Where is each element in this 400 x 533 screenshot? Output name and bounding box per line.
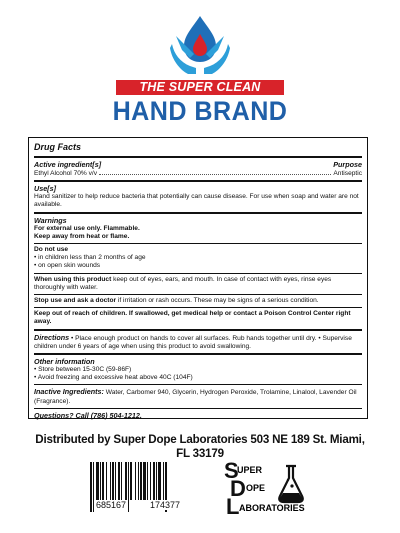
drug-facts-panel	[28, 137, 368, 419]
barcode-bar	[138, 462, 139, 500]
drug-facts-title: Drug Facts	[34, 142, 82, 152]
list-item: • on open skin wounds	[34, 262, 101, 270]
lab-logo-line1: UPER	[237, 465, 263, 475]
directions-text: • Place enough product on hands to cover all surfaces. Rub hands together until dry. • Supervise children under 6 years of age when using this product to avoid swallowing.	[34, 334, 352, 350]
barcode-bar	[93, 462, 94, 512]
questions-text: Questions? Call (786) 504-1212.	[34, 410, 142, 420]
barcode-bar	[125, 462, 127, 500]
barcode-bar	[100, 462, 101, 500]
barcode-number-left: 685167	[96, 500, 127, 510]
barcode-bar	[158, 462, 161, 500]
brand-tagline: THE SUPER CLEAN	[116, 80, 284, 95]
when-using-section	[34, 273, 362, 294]
barcode-bar	[90, 462, 92, 512]
uses-text: Hand sanitizer to help reduce bacteria that potentially can cause disease. For use when soap and water are not available.	[34, 193, 359, 209]
super-dope-laboratories-logo	[222, 460, 314, 516]
barcode-bar	[130, 462, 132, 500]
svg-text:D: D	[230, 476, 246, 501]
stop-use-label: Stop use and ask a doctor	[34, 297, 117, 305]
other-information-section	[34, 353, 362, 384]
active-ingredient-section	[34, 156, 362, 180]
flask-icon	[279, 466, 303, 502]
when-using-text: keep out of eyes, ears, and mouth. In case of contact with eyes, rinse eyes thoroughly with water.	[34, 275, 332, 291]
active-ingredient-value: Ethyl Alcohol 70% v/v	[34, 170, 98, 177]
active-ingredient-heading: Active ingredient[s]	[34, 160, 102, 169]
do-not-use-section	[34, 243, 362, 273]
barcode-bar	[156, 462, 157, 500]
lab-logo-line3: ABORATORIES	[239, 503, 305, 513]
barcode-bar	[140, 462, 142, 500]
purpose-value: Antiseptic	[333, 170, 362, 177]
list-item: • Store between 15-30C (59-86F)	[34, 366, 132, 374]
barcode-bar	[135, 462, 136, 500]
uses-heading: Use[s]	[34, 184, 56, 194]
barcode-bar	[102, 462, 104, 500]
warning-external: For external use only. Flammable.	[34, 224, 140, 232]
inactive-ingredients-label: Inactive Ingredients:	[34, 387, 104, 397]
keep-out-text: Keep out of reach of children. If swallowed, get medical help or contact a Poison Control Center right away.	[34, 310, 351, 326]
barcode-bar	[106, 462, 107, 500]
warnings-heading: Warnings	[34, 215, 67, 225]
barcode-bar	[96, 462, 99, 500]
barcode-bar	[121, 462, 122, 500]
stop-use-text: if irritation or rash occurs. These may be signs of a serious condition.	[117, 297, 319, 305]
hands-droplet-icon	[168, 14, 232, 76]
do-not-use-heading: Do not use	[34, 246, 69, 254]
svg-text:S: S	[224, 460, 239, 483]
directions-label: Directions	[34, 332, 70, 342]
barcode-bar	[147, 462, 148, 500]
barcode-bar	[143, 462, 146, 500]
brand-name: HAND BRAND	[112, 96, 288, 126]
barcode-bar	[153, 462, 155, 500]
when-using-label: When using this product	[34, 275, 112, 283]
other-information-heading: Other information	[34, 357, 95, 367]
list-item: • in children less than 2 months of age	[34, 254, 146, 262]
warnings-section	[34, 212, 362, 243]
barcode-bar	[163, 462, 164, 500]
questions-section	[34, 408, 362, 423]
barcode-bar	[128, 462, 129, 512]
directions-section	[34, 329, 362, 353]
inactive-ingredients-section	[34, 384, 362, 407]
inactive-ingredients-text: Water, Carbomer 940, Glycerin, Hydrogen Peroxide, Trolamine, Linalool, Lavender Oil (Fragrance).	[34, 389, 357, 405]
list-item: • Avoid freezing and excessive heat above 40C (104F)	[34, 374, 193, 382]
barcode-number-right: 174377	[150, 500, 181, 510]
svg-text:L: L	[226, 494, 240, 516]
lab-logo-line2: OPE	[246, 483, 266, 493]
barcode-bar	[150, 462, 151, 500]
stop-use-section	[34, 294, 362, 307]
keep-out-section	[34, 307, 362, 328]
warning-heat: Keep away from heat or flame.	[34, 232, 130, 240]
barcode-bar	[110, 462, 111, 500]
purpose-heading: Purpose	[333, 160, 362, 169]
uses-section	[34, 180, 362, 211]
barcode-bar	[112, 462, 114, 500]
distributor-line: Distributed by Super Dope Laboratories 503 NE 189 St. Miami, FL 33179	[35, 433, 365, 460]
barcode-bar	[115, 462, 116, 500]
barcode-bar	[118, 462, 120, 500]
